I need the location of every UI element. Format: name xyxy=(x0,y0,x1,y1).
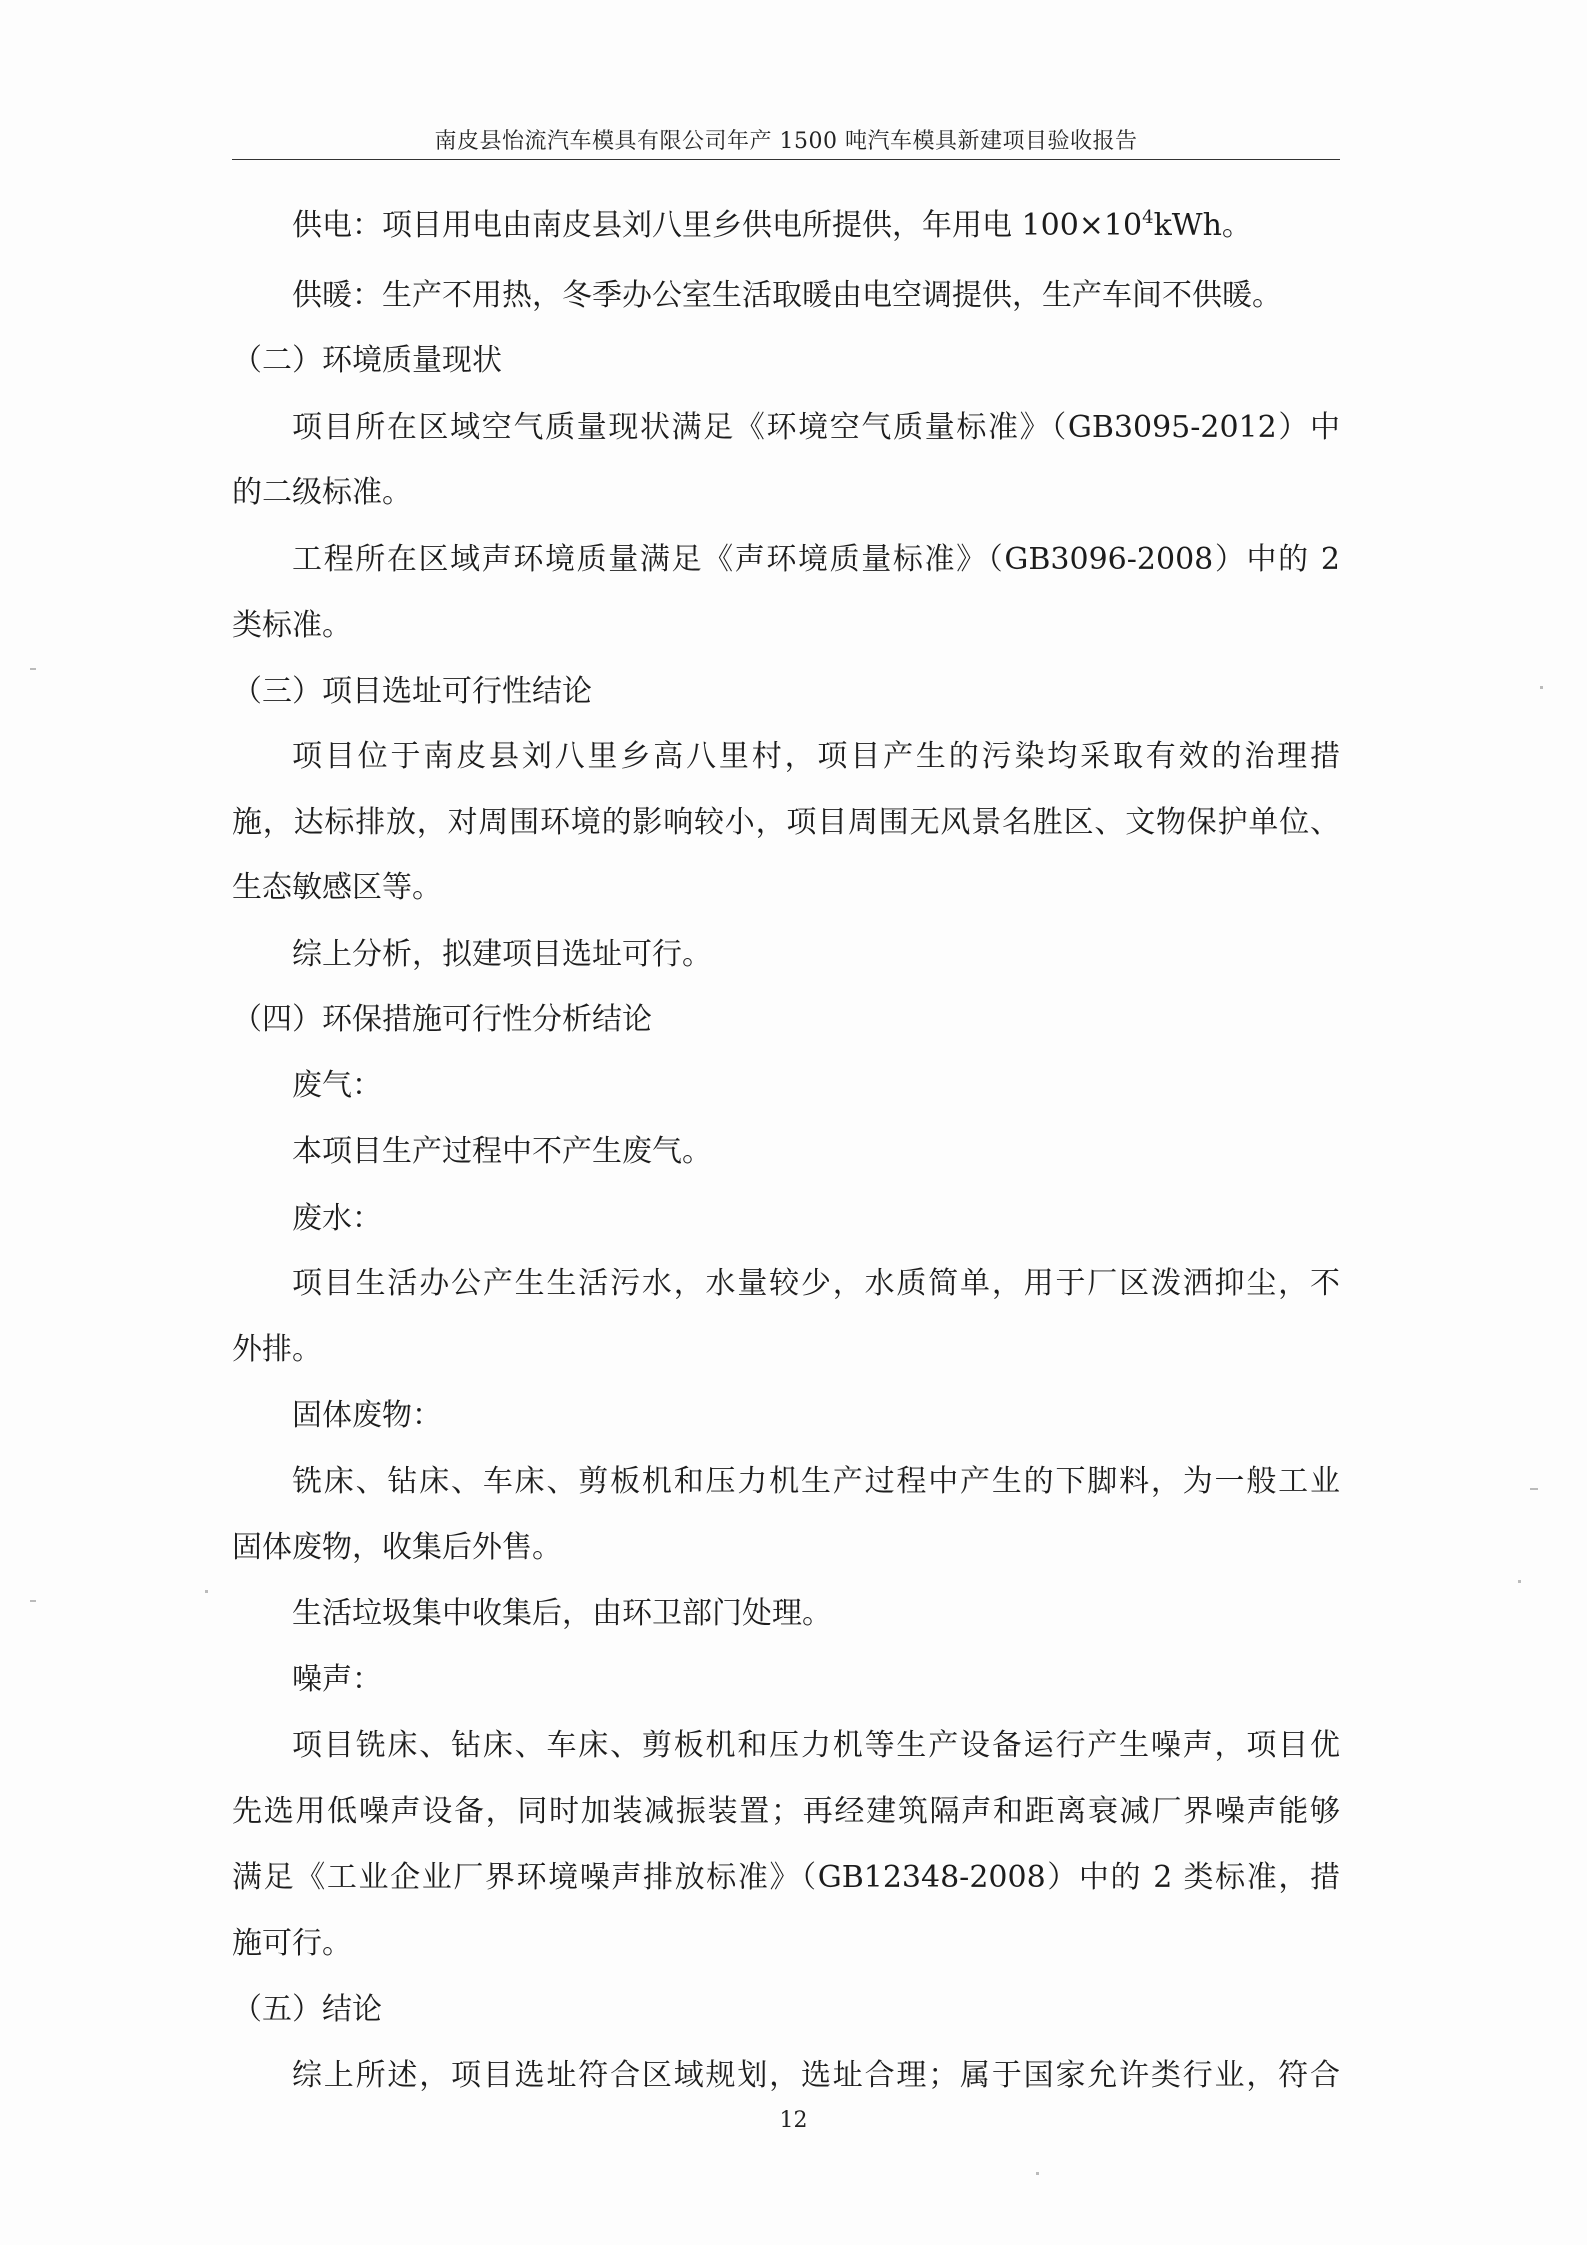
noise-quality-line-1: 工程所在区域声环境质量满足《声环境质量标准》（GB3096-2008）中的 2 xyxy=(292,542,1340,577)
section-heading-4: （四）环保措施可行性分析结论 xyxy=(232,1002,652,1037)
site-line-1: 项目位于南皮县刘八里乡高八里村，项目产生的污染均采取有效的治理措 xyxy=(292,739,1340,774)
noise-quality-line-2: 类标准。 xyxy=(232,608,352,643)
noise-measure-line-2: 先选用低噪声设备，同时加装减振装置；再经建筑隔声和距离衰减厂界噪声能够 xyxy=(232,1794,1340,1829)
header-rule xyxy=(232,159,1340,160)
scan-speck xyxy=(1036,2172,1039,2175)
power-supply-paragraph xyxy=(232,206,1340,246)
power-exponent: 4 xyxy=(1142,207,1154,228)
page-number: 12 xyxy=(779,2108,808,2133)
scan-speck xyxy=(1518,1580,1521,1583)
wastewater-line-2: 外排。 xyxy=(232,1332,322,1367)
wastewater-line-1: 项目生活办公产生生活污水，水量较少，水质简单，用于厂区泼洒抑尘，不 xyxy=(292,1266,1340,1301)
site-line-3: 生态敏感区等。 xyxy=(232,870,442,905)
scan-speck xyxy=(30,668,36,670)
section-heading-5: （五）结论 xyxy=(232,1992,382,2027)
solid-waste-line-1: 铣床、钻床、车床、剪板机和压力机生产过程中产生的下脚料，为一般工业 xyxy=(292,1464,1340,1499)
solid-waste-line-2: 固体废物，收集后外售。 xyxy=(232,1530,562,1565)
air-quality-line-2: 的二级标准。 xyxy=(232,475,412,510)
solid-waste-label: 固体废物： xyxy=(292,1398,442,1433)
section-heading-2: （二）环境质量现状 xyxy=(232,343,502,378)
power-supply-text: 供电：项目用电由南皮县刘八里乡供电所提供，年用电 100×10 xyxy=(292,208,1143,243)
domestic-garbage-line: 生活垃圾集中收集后，由环卫部门处理。 xyxy=(292,1596,832,1631)
power-unit: kWh。 xyxy=(1153,208,1252,243)
noise-measure-line-1: 项目铣床、钻床、车床、剪板机和压力机等生产设备运行产生噪声，项目优 xyxy=(292,1728,1340,1763)
air-quality-line-1: 项目所在区域空气质量现状满足《环境空气质量标准》（GB3095-2012）中 xyxy=(292,410,1340,445)
waste-gas-text: 本项目生产过程中不产生废气。 xyxy=(292,1134,712,1169)
wastewater-label: 废水： xyxy=(292,1201,382,1236)
noise-measure-line-3: 满足《工业企业厂界环境噪声排放标准》（GB12348-2008）中的 2 类标准，措 xyxy=(232,1860,1340,1895)
scan-speck xyxy=(1530,1488,1538,1490)
scan-speck xyxy=(205,1590,208,1593)
scan-speck xyxy=(30,1600,36,1602)
scan-speck xyxy=(1540,686,1543,689)
noise-label: 噪声： xyxy=(292,1662,382,1697)
site-line-2: 施，达标排放，对周围环境的影响较小，项目周围无风景名胜区、文物保护单位、 xyxy=(232,805,1340,840)
running-header: 南皮县怡流汽车模具有限公司年产 1500 吨汽车模具新建项目验收报告 xyxy=(434,129,1138,154)
section-heading-3: （三）项目选址可行性结论 xyxy=(232,674,592,709)
noise-measure-line-4: 施可行。 xyxy=(232,1926,352,1961)
conclusion-line-1: 综上所述，项目选址符合区域规划，选址合理；属于国家允许类行业，符合 xyxy=(292,2058,1340,2093)
heating-paragraph: 供暖：生产不用热，冬季办公室生活取暖由电空调提供，生产车间不供暖。 xyxy=(292,278,1282,313)
site-conclusion: 综上分析，拟建项目选址可行。 xyxy=(292,937,712,972)
waste-gas-label: 废气： xyxy=(292,1068,382,1103)
